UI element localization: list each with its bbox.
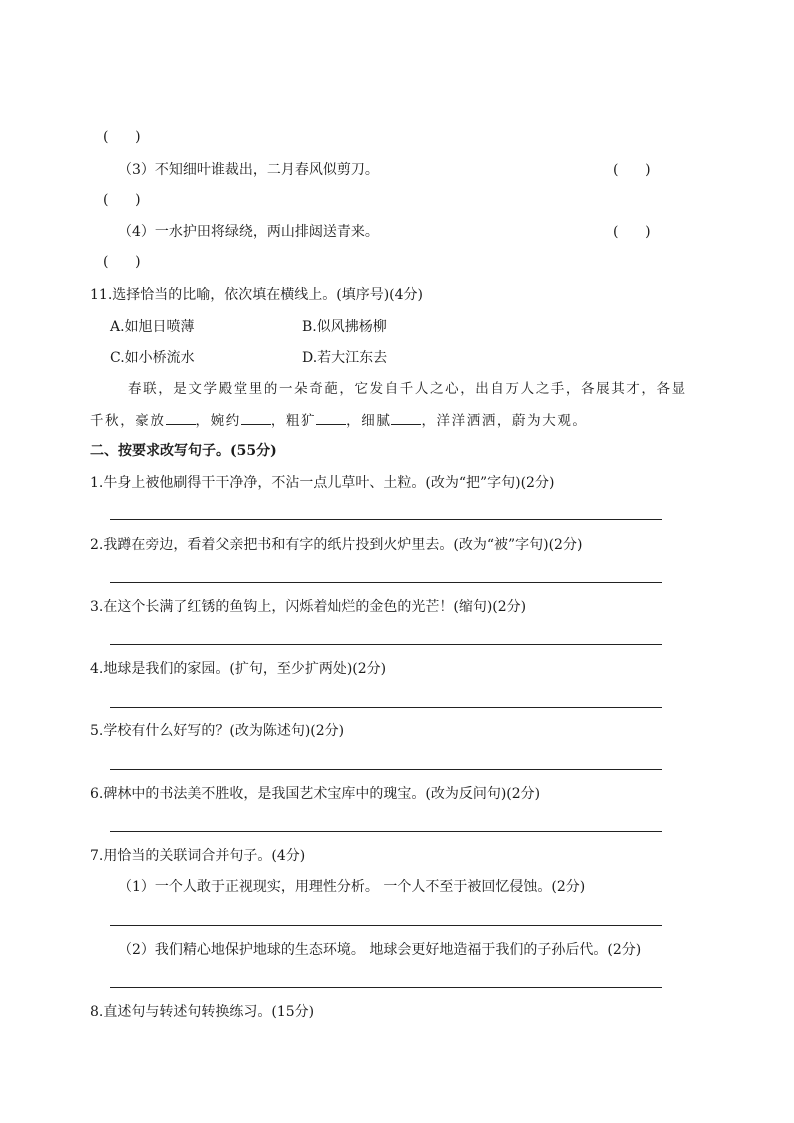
option-b: B.似风拂杨柳 — [302, 319, 387, 335]
answer-line[interactable] — [110, 925, 662, 926]
passage-line-1: 春联，是文学殿堂里的一朵奇葩，它发自千人之心，出自万人之手，各展其才，各显 — [128, 381, 687, 397]
answer-paren: ( ) — [103, 192, 141, 208]
option-a: A.如旭日喷薄 — [110, 319, 195, 335]
answer-line[interactable] — [110, 769, 662, 770]
answer-line[interactable] — [110, 644, 662, 645]
answer-paren: ( ) — [613, 162, 651, 178]
question-5: 5.学校有什么好写的？(改为陈述句)(2分) — [90, 723, 345, 739]
question-11-title: 11.选择恰当的比喻，依次填在横线上。(填序号)(4分) — [90, 287, 424, 303]
fill-blank[interactable] — [391, 410, 421, 425]
answer-line[interactable] — [110, 831, 662, 832]
answer-line[interactable] — [110, 987, 662, 988]
answer-paren: ( ) — [103, 254, 141, 270]
option-d: D.若大江东去 — [302, 350, 388, 366]
fill-blank[interactable] — [166, 410, 196, 425]
question-1: 1.牛身上被他刷得干干净净，不沾一点儿草叶、土粒。(改为“把”字句)(2分) — [90, 475, 555, 491]
answer-line[interactable] — [110, 582, 662, 583]
question-item-3: （3）不知细叶谁裁出，二月春风似剪刀。 — [118, 162, 379, 178]
question-7: 7.用恰当的关联词合并句子。(4分) — [90, 848, 306, 864]
passage-text: ，细腻 — [346, 413, 392, 429]
question-2: 2.我蹲在旁边，看着父亲把书和有字的纸片投到火炉里去。(改为“被”字句)(2分) — [90, 537, 583, 553]
passage-line-2 — [90, 410, 588, 430]
question-item-4: （4）一水护田将绿绕，两山排闼送青来。 — [118, 224, 379, 240]
question-3: 3.在这个长满了红锈的鱼钩上，闪烁着灿烂的金色的光芒！(缩句)(2分) — [90, 599, 527, 615]
passage-text: ，婉约 — [195, 413, 241, 429]
option-c: C.如小桥流水 — [110, 350, 195, 366]
answer-line[interactable] — [110, 707, 662, 708]
answer-paren: ( ) — [103, 129, 141, 145]
question-6: 6.碑林中的书法美不胜收，是我国艺术宝库中的瑰宝。(改为反问句)(2分) — [90, 786, 541, 802]
answer-paren: ( ) — [613, 224, 651, 240]
section-heading: 二、按要求改写句子。(55分) — [90, 443, 277, 459]
question-7-1: （1）一个人敢于正视现实，用理性分析。 一个人不至于被回忆侵蚀。(2分) — [118, 879, 586, 895]
answer-line[interactable] — [110, 519, 662, 520]
passage-text: 千秋，豪放 — [90, 413, 166, 429]
fill-blank[interactable] — [241, 410, 271, 425]
question-4: 4.地球是我们的家园。(扩句，至少扩两处)(2分) — [90, 661, 387, 677]
question-8: 8.直述句与转述句转换练习。(15分) — [90, 1004, 315, 1020]
passage-text: ，洋洋洒洒，蔚为大观。 — [421, 413, 588, 429]
fill-blank[interactable] — [316, 410, 346, 425]
passage-text: ，粗犷 — [270, 413, 317, 429]
question-7-2: （2）我们精心地保护地球的生态环境。 地球会更好地造福于我们的子孙后代。(2分) — [118, 942, 642, 958]
